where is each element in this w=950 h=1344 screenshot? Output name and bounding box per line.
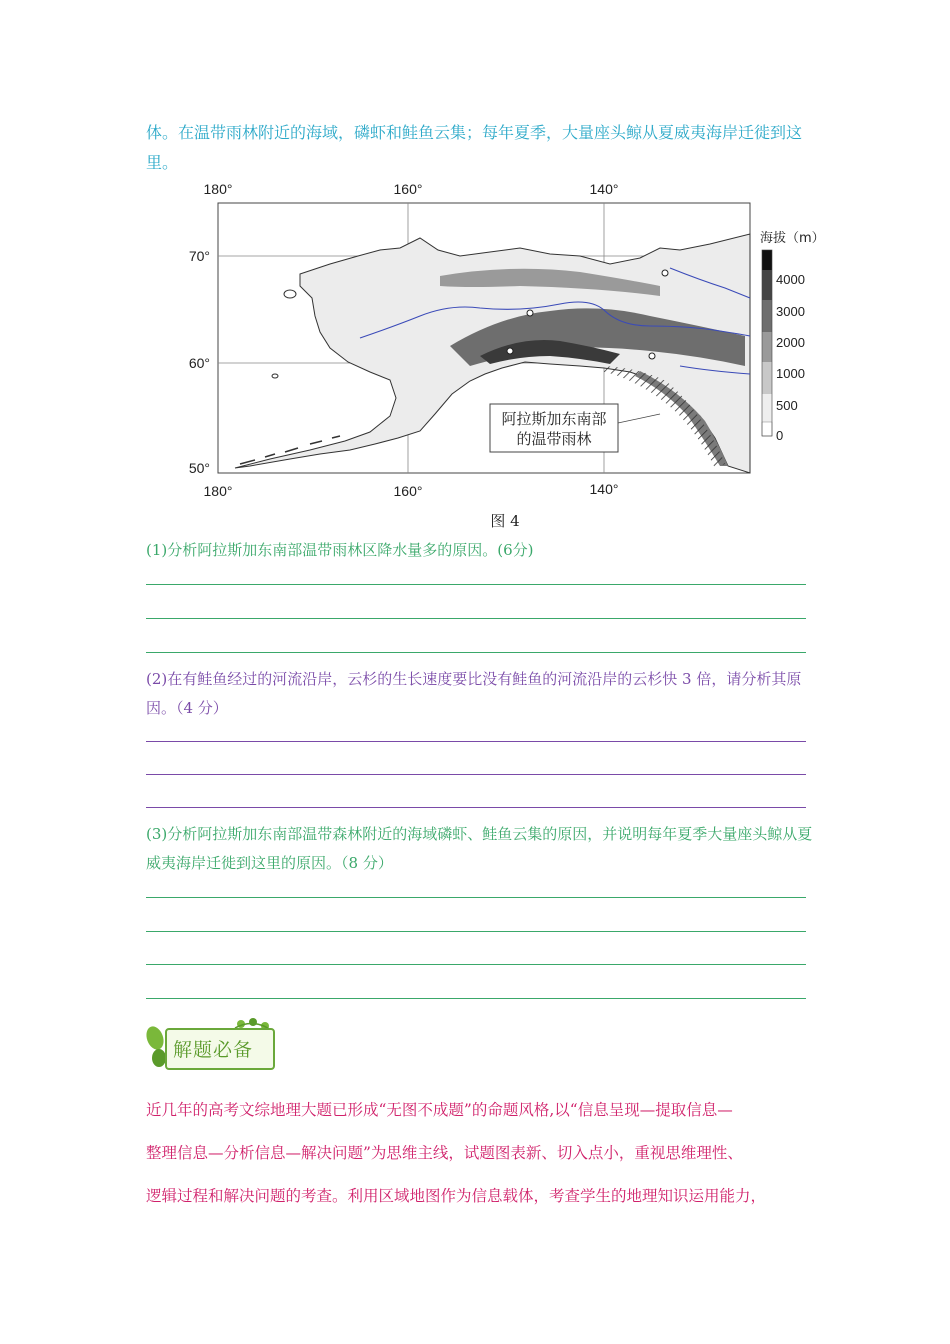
callout-line1: 阿拉斯加东南部	[501, 410, 607, 428]
alaska-map-figure	[180, 176, 840, 506]
bottom-lon-label: 180°	[203, 483, 233, 499]
question-1: (1)分析阿拉斯加东南部温带雨林区降水量多的原因。(6分)	[146, 541, 534, 559]
legend-swatch	[762, 422, 772, 436]
town-marker	[649, 353, 655, 359]
legend-swatch	[762, 332, 772, 362]
answer-line[interactable]	[146, 774, 806, 775]
legend-title: 海拔（m）	[760, 231, 825, 246]
answer-line[interactable]	[146, 652, 806, 653]
lat-label: 60°	[188, 355, 210, 371]
answer-line[interactable]	[146, 584, 806, 585]
town-marker	[527, 310, 533, 316]
answer-line[interactable]	[146, 998, 806, 999]
legend-value: 4000	[776, 272, 805, 287]
answer-line[interactable]	[146, 618, 806, 619]
top-lon-label: 180°	[203, 181, 233, 197]
legend-value: 500	[776, 398, 798, 413]
lat-label: 70°	[188, 248, 210, 264]
legend-value: 0	[776, 428, 784, 443]
callout-line2: 的温带雨林	[516, 430, 592, 448]
legend-value: 1000	[776, 366, 805, 381]
badge-label: 解题必备	[173, 1039, 254, 1061]
answer-line[interactable]	[146, 897, 806, 898]
section-badge	[143, 1016, 275, 1070]
legend-swatch	[762, 270, 772, 300]
question-3: (3)分析阿拉斯加东南部温带森林附近的海域磷虾、鲑鱼云集的原因，并说明每年夏季大量座头鲸从夏威夷海岸迁徙到这里的原因。（8 分）	[146, 825, 813, 872]
paragraph-line: 近几年的高考文综地理大题已形成“无图不成题”的命题风格,以“信息呈现—提取信息—	[146, 1101, 733, 1119]
legend-swatch	[762, 300, 772, 332]
question-2: (2)在有鲑鱼经过的河流沿岸，云杉的生长速度要比没有鲑鱼的河流沿岸的云杉快 3 倍，请分析其原因。（4 分）	[146, 670, 802, 717]
legend-value: 3000	[776, 304, 805, 319]
lat-label: 50°	[188, 460, 210, 476]
top-lon-label: 140°	[589, 181, 619, 197]
bottom-lon-label: 140°	[589, 481, 619, 497]
paragraph-line: 逻辑过程和解决问题的考查。利用区域地图作为信息载体，考查学生的地理知识运用能力，	[146, 1187, 767, 1205]
legend-swatch	[762, 250, 772, 270]
answer-line[interactable]	[146, 931, 806, 932]
town-marker	[507, 348, 513, 354]
paragraph-line: 整理信息—分析信息—解决问题”为思维主线，试题图表新、切入点小，重视思维理性、	[146, 1144, 743, 1162]
figure-caption: 图 4	[490, 512, 520, 530]
bottom-lon-label: 160°	[393, 483, 423, 499]
answer-line[interactable]	[146, 807, 806, 808]
answer-line[interactable]	[146, 964, 806, 965]
top-lon-label: 160°	[393, 181, 423, 197]
town-marker	[662, 270, 668, 276]
answer-line[interactable]	[146, 741, 806, 742]
legend-value: 2000	[776, 335, 805, 350]
intro-text: 体。在温带雨林附近的海域，磷虾和鲑鱼云集；每年夏季，大量座头鲸从夏威夷海岸迁徙到这里。	[146, 123, 803, 172]
legend-swatch	[762, 394, 772, 422]
legend-swatch	[762, 362, 772, 394]
